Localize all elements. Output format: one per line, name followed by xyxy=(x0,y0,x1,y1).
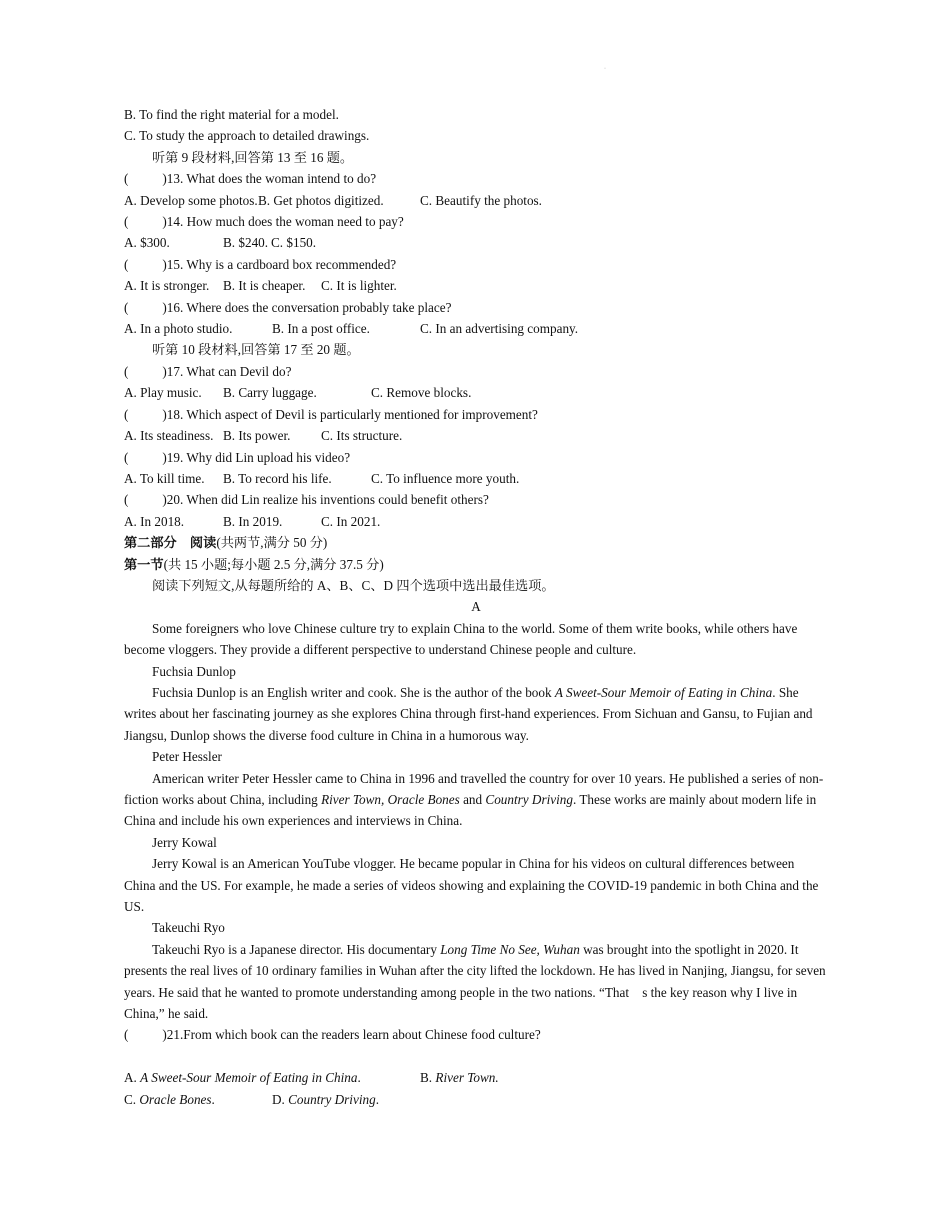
option-line: B. To find the right material for a model. xyxy=(124,107,339,122)
question-18: ( )18. Which aspect of Devil is particularly mentioned for improvement? xyxy=(124,406,538,422)
person-heading: Peter Hessler xyxy=(152,749,222,765)
options-21-ab xyxy=(124,1067,828,1088)
reading-instruction: 阅读下列短文,从每题所给的 A、B、C、D 四个选项中选出最佳选项。 xyxy=(152,577,555,593)
option-line: C. To study the approach to detailed drawings. xyxy=(124,128,370,144)
option-c: C. Oracle Bones. xyxy=(124,1091,215,1107)
paragraph-hessler: American writer Peter Hessler came to China in 1996 and travelled the country for over 10 years. He published a series of non-fiction works about China, including River Town, Oracle Bones and Country Driving. These works are mainly about modern life in China and include his own experiences and interviews in China. xyxy=(124,770,824,829)
passage-letter: A xyxy=(471,599,481,615)
scan-dot: · xyxy=(604,66,606,72)
person-heading: Fuchsia Dunlop xyxy=(152,663,236,679)
person-heading: Takeuchi Ryo xyxy=(152,920,225,936)
options-15: A. It is stronger. B. It is cheaper. C. It is lighter. xyxy=(124,278,397,294)
option-b: B. River Town. xyxy=(420,1070,499,1086)
options-13: A. Develop some photos.B. Get photos digitized. C. Beautify the photos. xyxy=(124,192,542,208)
question-15: ( )15. Why is a cardboard box recommended? xyxy=(124,256,397,272)
paragraph-kowal: Jerry Kowal is an American YouTube vlogger. He became popular in China for his videos on cultural differences between China and the US. For example, he made a series of videos showing and explaining the COVID-19 pandemic in both China and the US. xyxy=(124,856,819,915)
options-20: A. In 2018. B. In 2019. C. In 2021. xyxy=(124,513,381,529)
question-21: ( )21.From which book can the readers learn about Chinese food culture? xyxy=(124,1027,541,1043)
question-13: ( )13. What does the woman intend to do? xyxy=(124,171,377,187)
options-18: A. Its steadiness. B. Its power. C. Its structure. xyxy=(124,428,403,444)
paragraph-dunlop: Fuchsia Dunlop is an English writer and cook. She is the author of the book A Sweet-Sour Memoir of Eating in China. She writes about her fascinating journey as she explores China through first-hand experiences. From Sichuan and Gansu, to Fujian and Jiangsu, Dunlop shows the diverse food culture in China in a humorous way. xyxy=(124,684,813,743)
section-instruction: 听第 10 段材料,回答第 17 至 20 题。 xyxy=(152,342,360,358)
options-19: A. To kill time. B. To record his life. C. To influence more youth. xyxy=(124,470,520,486)
document-page xyxy=(124,104,828,1110)
option-d: D. Country Driving. xyxy=(272,1091,379,1107)
question-19: ( )19. Why did Lin upload his video? xyxy=(124,449,351,465)
paragraph-intro: Some foreigners who love Chinese culture try to explain China to the world. Some of them write books, while others have become vloggers. They provide a different perspective to understand Chinese people and culture. xyxy=(124,620,798,658)
question-17: ( )17. What can Devil do? xyxy=(124,363,292,379)
question-20: ( )20. When did Lin realize his inventions could benefit others? xyxy=(124,492,489,508)
options-16: A. In a photo studio. B. In a post office. C. In an advertising company. xyxy=(124,321,579,337)
section-heading: 第一节(共 15 小题;每小题 2.5 分,满分 37.5 分) xyxy=(124,556,384,572)
question-14: ( )14. How much does the woman need to pay? xyxy=(124,214,404,230)
question-16: ( )16. Where does the conversation probably take place? xyxy=(124,299,452,315)
section-instruction: 听第 9 段材料,回答第 13 至 16 题。 xyxy=(152,149,354,165)
options-14: A. $300. B. $240. C. $150. xyxy=(124,235,317,251)
part-heading: 第二部分 阅读(共两节,满分 50 分) xyxy=(124,535,328,551)
paragraph-ryo: Takeuchi Ryo is a Japanese director. His documentary Long Time No See, Wuhan was brought into the spotlight in 2020. It presents the real lives of 10 ordinary families in Wuhan after the city lifted the lockdown. He has lived in Nanjing, Jiangsu, for seven years. He said that he wanted to promote understanding among people in the two nations. “That s the key reason why I live in China,” he said. xyxy=(124,941,826,1022)
person-heading: Jerry Kowal xyxy=(152,834,217,850)
option-a: A. A Sweet-Sour Memoir of Eating in China. xyxy=(124,1070,361,1086)
options-17: A. Play music. B. Carry luggage. C. Remove blocks. xyxy=(124,385,472,401)
options-21-cd xyxy=(124,1089,828,1110)
